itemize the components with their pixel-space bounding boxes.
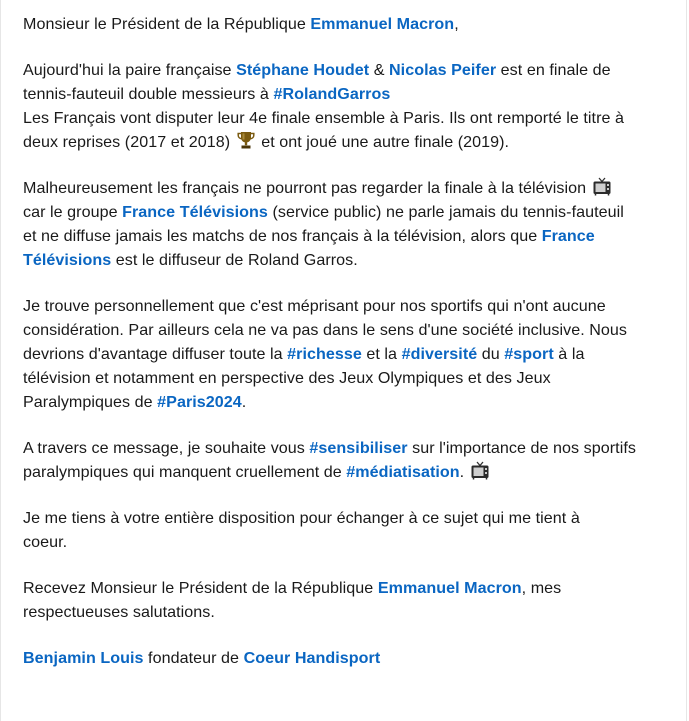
text-line: respectueuses salutations. <box>23 603 215 621</box>
mention-coeur-handisport[interactable]: Coeur Handisport <box>243 649 381 667</box>
text: sur l'importance de nos sportifs <box>407 439 636 457</box>
text: , <box>454 15 459 33</box>
paragraph-availability <box>23 506 673 554</box>
text: tennis-fauteuil double messieurs à <box>23 85 274 103</box>
text-line <box>23 58 673 82</box>
text-line <box>23 200 673 224</box>
trophy-icon <box>236 131 256 150</box>
hashtag-sport[interactable]: #sport <box>504 345 554 363</box>
paragraph-signature <box>23 646 673 670</box>
text-line <box>23 390 673 414</box>
text: Monsieur le Président de la République <box>23 15 311 33</box>
mention-emmanuel-macron[interactable]: Emmanuel Macron <box>377 579 522 597</box>
text: (service public) ne parle jamais du tennis-fauteuil <box>267 203 624 221</box>
text: Aujourd'hui la paire française <box>23 61 237 79</box>
text-line <box>23 12 673 36</box>
text: du <box>477 345 505 363</box>
paragraph-opinion <box>23 294 673 414</box>
hashtag-richesse[interactable]: #richesse <box>287 345 362 363</box>
mention-france-televisions[interactable]: France <box>541 227 595 245</box>
hashtag-mediatisation[interactable]: #médiatisation <box>346 463 460 481</box>
text: A travers ce message, je souhaite vous <box>23 439 310 457</box>
text: est en finale de <box>496 61 611 79</box>
hashtag-rolandgarros[interactable]: #RolandGarros <box>273 85 391 103</box>
mention-france-televisions[interactable]: Télévisions <box>23 251 112 269</box>
text-line: considération. Par ailleurs cela ne va pas dans le sens d'une société inclusive. Nous <box>23 321 628 339</box>
text-line <box>23 130 673 154</box>
text: devrions d'avantage diffuser toute la <box>23 345 288 363</box>
text-line: télévision et notamment en perspective des Jeux Olympiques et des Jeux <box>23 369 551 387</box>
television-icon <box>470 461 490 480</box>
text-line: coeur. <box>23 533 68 551</box>
text: à la <box>553 345 585 363</box>
paragraph-television <box>23 176 673 272</box>
mention-emmanuel-macron[interactable]: Emmanuel Macron <box>310 15 455 33</box>
text: & <box>369 61 389 79</box>
text: et ont joué une autre finale (2019). <box>256 133 510 151</box>
text: , mes <box>521 579 562 597</box>
text-line <box>23 176 673 200</box>
text-line <box>23 248 673 272</box>
television-icon <box>592 177 612 196</box>
text-line <box>23 82 673 106</box>
text: Recevez Monsieur le Président de la République <box>23 579 378 597</box>
post-body <box>23 12 673 670</box>
hashtag-sensibiliser[interactable]: #sensibiliser <box>309 439 408 457</box>
text: deux reprises (2017 et 2018) <box>23 133 235 151</box>
text: fondateur de <box>143 649 244 667</box>
mention-benjamin-louis[interactable]: Benjamin Louis <box>23 649 144 667</box>
text-line: Les Français vont disputer leur 4e finale ensemble à Paris. Ils ont remporté le titre à <box>23 109 625 127</box>
text-line: Je me tiens à votre entière disposition pour échanger à ce sujet qui me tient à <box>23 509 580 527</box>
text: Paralympiques de <box>23 393 158 411</box>
text: . <box>459 463 469 481</box>
text-line: Je trouve personnellement que c'est méprisant pour nos sportifs qui n'ont aucune <box>23 297 606 315</box>
paragraph-salutation <box>23 12 673 36</box>
text: paralympiques qui manquent cruellement de <box>23 463 347 481</box>
text-line <box>23 460 673 484</box>
hashtag-diversite[interactable]: #diversité <box>401 345 478 363</box>
text: Malheureusement les français ne pourront pas regarder la finale à la télévision <box>23 179 591 197</box>
paragraph-awareness <box>23 436 673 484</box>
text: et ne diffuse jamais les matchs de nos français à la télévision, alors que <box>23 227 542 245</box>
text: car le groupe <box>23 203 123 221</box>
text-line <box>23 576 673 600</box>
text: . <box>241 393 247 411</box>
paragraph-closing <box>23 576 673 624</box>
hashtag-paris2024[interactable]: #Paris2024 <box>157 393 242 411</box>
text-line <box>23 436 673 460</box>
mention-stephane-houdet[interactable]: Stéphane Houdet <box>236 61 370 79</box>
text: et la <box>361 345 402 363</box>
text-line <box>23 342 673 366</box>
mention-france-televisions[interactable]: France Télévisions <box>122 203 268 221</box>
text-line <box>23 646 673 670</box>
mention-nicolas-peifer[interactable]: Nicolas Peifer <box>389 61 497 79</box>
text: est le diffuseur de Roland Garros. <box>111 251 358 269</box>
paragraph-intro <box>23 58 673 154</box>
text-line <box>23 224 673 248</box>
